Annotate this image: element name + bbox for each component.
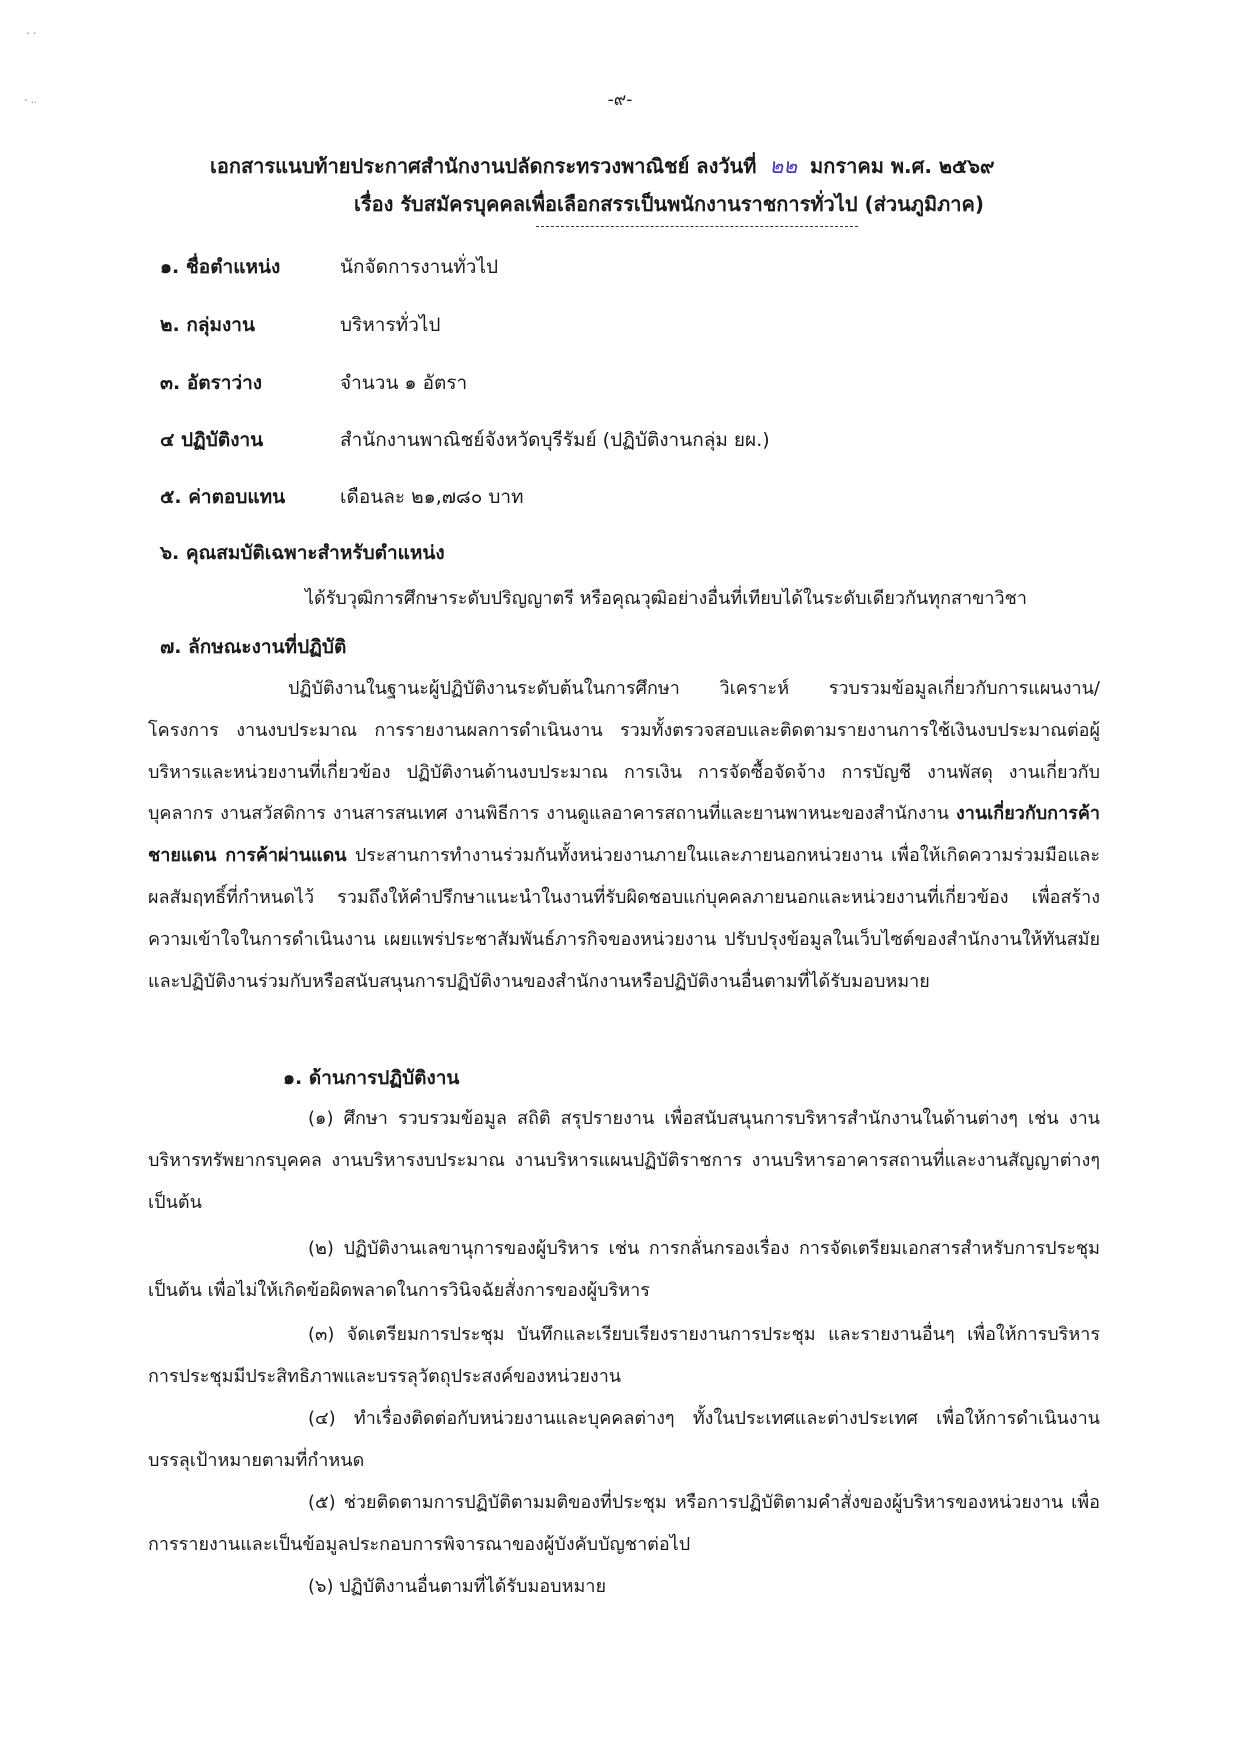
scan-artifact: - .. xyxy=(24,95,38,106)
section-qualifications-body: ได้รับวุฒิการศึกษาระดับปริญญาตรี หรือคุณวุฒิอย่างอื่นที่เทียบได้ในระดับเดียวกันทุกสาขาวิชา xyxy=(305,588,1027,609)
field-label: ๓. อัตราว่าง xyxy=(160,372,263,394)
list-item xyxy=(148,1398,1100,1482)
list-item-text: (๓) จัดเตรียมการประชุม บันทึกและเรียบเรียงรายงานการประชุม และรายงานอื่นๆ เพื่อให้การบริหารการประชุมมีประสิทธิภาพและบรรลุวัตถุประสงค์ของหน่วยงาน xyxy=(148,1324,1100,1387)
list-item xyxy=(148,1314,1100,1398)
section-job-description-heading: ๗. ลักษณะงานที่ปฏิบัติ xyxy=(160,636,347,658)
list-item-text: (๑) ศึกษา รวบรวมข้อมูล สถิติ สรุปรายงาน เพื่อสนับสนุนการบริหารสำนักงานในด้านต่างๆ เช่น งานบริหารทรัพยากรบุคคล งานบริหารงบประมาณ งานบริหารแผนปฏิบัติราชการ งานบริหารอาคารสถานที่และงานสัญญาต่างๆ เป็นต้น xyxy=(148,1108,1100,1213)
list-item-text: (๕) ช่วยติดตามการปฏิบัติตามมติของที่ประชุม หรือการปฏิบัติตามคำสั่งของผู้บริหารของหน่วยงาน เพื่อการรายงานและเป็นข้อมูลประกอบการพิจารณาของผู้บังคับบัญชาต่อไป xyxy=(148,1492,1100,1555)
field-work-group xyxy=(160,310,440,340)
list-item xyxy=(148,1482,1100,1566)
field-position-name xyxy=(160,252,498,282)
field-label: ๒. กลุ่มงาน xyxy=(160,314,255,336)
page-number: -๙- xyxy=(607,90,633,110)
job-description-text: ปฏิบัติงานในฐานะผู้ปฏิบัติงานระดับต้นในการศึกษา วิเคราะห์ รวบรวมข้อมูลเกี่ยวกับการแผนงาน/โครงการ งานงบประมาณ การรายงานผลการดำเนินงาน รวมทั้งตรวจสอบและติดตามรายงานการใช้เงินงบประมาณต่อผู้บริหารและหน่วยงานที่เกี่ยวข้อง ปฏิบัติงานด้านงบประมาณ การเงิน การจัดซื้อจัดจ้าง การบัญชี งานพัสดุ งานเกี่ยวกับบุคลากร งานสวัสดิการ งานสารสนเทศ งานพิธีการ งานดูแลอาคารสถานที่และยานพาหนะของสำนักงาน xyxy=(148,678,1100,825)
header-title-prefix: เอกสารแนบท้ายประกาศสำนักงานปลัดกระทรวงพาณิชย์ ลงวันที่ xyxy=(210,154,757,178)
header-divider xyxy=(536,226,858,227)
field-label: ๑. ชื่อตำแหน่ง xyxy=(160,256,281,278)
field-workplace xyxy=(160,425,770,455)
list-item xyxy=(148,1228,1100,1312)
job-description-text-cont: ประสานการทำงานร่วมกันทั้งหน่วยงานภายในและภายนอกหน่วยงาน เพื่อให้เกิดความร่วมมือและผลสัมฤทธิ์ที่กำหนดไว้ รวมถึงให้คำปรึกษาแนะนำในงานที่รับผิดชอบแก่บุคคลภายนอกและหน่วยงานที่เกี่ยวข้อง เพื่อสร้างความเข้าใจในการดำเนินงาน เผยแพร่ประชาสัมพันธ์ภารกิจของหน่วยงาน ปรับปรุงข้อมูลในเว็บไซต์ของสำนักงานให้ทันสมัย และปฏิบัติงานร่วมกับหรือสนับสนุนการปฏิบัติงานของสำนักงานหรือปฏิบัติงานอื่นตามที่ได้รับมอบหมาย xyxy=(148,845,1100,992)
field-compensation xyxy=(160,482,524,512)
document-subject: เรื่อง รับสมัครบุคคลเพื่อเลือกสรรเป็นพนักงานราชการทั่วไป (ส่วนภูมิภาค) xyxy=(354,192,985,216)
field-value: นักจัดการงานทั่วไป xyxy=(340,256,499,278)
scan-artifact: - - xyxy=(26,28,37,39)
field-vacancies xyxy=(160,368,467,398)
list-item xyxy=(148,1098,1100,1223)
field-value: บริหารทั่วไป xyxy=(340,314,441,336)
list-item-text: (๒) ปฏิบัติงานเลขานุการของผู้บริหาร เช่น การกลั่นกรองเรื่อง การจัดเตรียมเอกสารสำหรับการประชุม เป็นต้น เพื่อไม่ให้เกิดข้อผิดพลาดในการวินิจฉัยสั่งการของผู้บริหาร xyxy=(148,1238,1100,1301)
section-qualifications-heading: ๖. คุณสมบัติเฉพาะสำหรับตำแหน่ง xyxy=(160,542,445,564)
field-value: สำนักงานพาณิชย์จังหวัดบุรีรัมย์ (ปฏิบัติงานกลุ่ม ยผ.) xyxy=(340,429,770,451)
subsection-operations-heading: ๑. ด้านการปฏิบัติงาน xyxy=(283,1067,460,1089)
document-header-line1 xyxy=(210,150,995,183)
field-value: จำนวน ๑ อัตรา xyxy=(340,372,468,394)
handwritten-date: ๒๒ xyxy=(769,154,798,178)
list-item xyxy=(148,1566,1100,1608)
list-item-text: (๖) ปฏิบัติงานอื่นตามที่ได้รับมอบหมาย xyxy=(308,1576,606,1597)
list-item-text: (๔) ทำเรื่องติดต่อกับหน่วยงานและบุคคลต่างๆ ทั้งในประเทศและต่างประเทศ เพื่อให้การดำเนินงานบรรลุเป้าหมายตามที่กำหนด xyxy=(148,1408,1100,1471)
header-title-suffix: มกราคม พ.ศ. ๒๕๖๙ xyxy=(810,154,995,178)
field-label: ๕. ค่าตอบแทน xyxy=(160,486,286,508)
field-value: เดือนละ ๒๑,๗๘๐ บาท xyxy=(340,486,524,508)
field-label: ๔ ปฏิบัติงาน xyxy=(160,429,264,451)
section-job-description-body xyxy=(148,668,1100,1002)
job-description-emphasis: งานเกี่ยวกับการค้าชายแดน การค้าผ่านแดน xyxy=(148,803,1100,867)
